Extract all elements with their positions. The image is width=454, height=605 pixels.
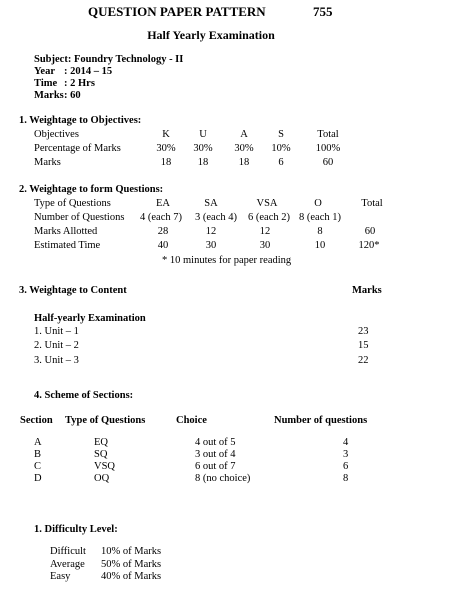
table-row-label: Type of Questions [34,198,111,209]
table-cell: 6 out of 7 [195,461,236,472]
unit-marks: 22 [358,355,369,366]
table-cell: 120* [358,240,380,251]
table-row-label: Estimated Time [34,240,101,251]
table-cell: 4 [343,437,349,448]
table-row-label: Marks [34,157,61,168]
time-value: : 2 Hrs [64,78,95,89]
table-cell: 30% [156,143,176,154]
table-cell: 30 [259,240,271,251]
question-forms-heading: 2. Weightage to form Questions: [19,184,164,195]
table-cell: Total [317,129,339,140]
table-cell: Total [361,198,383,209]
table-cell: 30 [205,240,217,251]
sections-heading: 4. Scheme of Sections: [34,390,134,401]
difficulty-value: 10% of Marks [101,546,162,557]
table-cell: 10 [314,240,326,251]
table-cell: U [199,129,207,140]
list-item: 3. Unit – 3 [34,355,79,366]
year-label: Year [34,66,55,77]
unit-marks: 23 [358,326,369,337]
difficulty-value: 40% of Marks [101,571,162,582]
difficulty-level: Average [50,559,85,570]
table-cell: D [34,473,42,484]
marks-label: Marks [34,90,64,101]
table-row-label: Objectives [34,129,79,140]
table-cell: A [240,129,248,140]
table-cell: 12 [259,226,271,237]
table-cell: 60 [322,157,334,168]
table-cell: 8 (no choice) [195,473,251,484]
table-row-label: Number of Questions [34,212,125,223]
table-cell: 8 [317,226,323,237]
column-header: Choice [176,415,207,426]
difficulty-value: 50% of Marks [101,559,162,570]
table-cell: 8 [343,473,349,484]
table-cell: 3 out of 4 [195,449,236,460]
table-cell: 4 (each 7) [140,212,182,223]
table-cell: K [162,129,170,140]
table-cell: 6 (each 2) [248,212,290,223]
table-cell: 10% [271,143,291,154]
table-cell: A [34,437,42,448]
table-cell: 60 [364,226,376,237]
table-cell: OQ [94,473,110,484]
table-cell: EA [156,198,170,209]
subject-line: Subject: Foundry Technology - II [34,54,184,65]
reading-time-note: * 10 minutes for paper reading [162,255,292,266]
table-cell: SA [204,198,218,209]
page-title: QUESTION PAPER PATTERN [88,4,266,19]
table-cell: 18 [197,157,209,168]
unit-marks: 15 [358,340,369,351]
table-cell: 8 (each 1) [299,212,341,223]
difficulty-heading: 1. Difficulty Level: [34,524,118,535]
table-cell: VSA [256,198,278,209]
column-header: Number of questions [274,415,368,426]
marks-value: : 60 [64,90,81,101]
table-cell: 28 [157,226,169,237]
exam-subtitle: Half Yearly Examination [147,28,275,42]
table-cell: O [314,198,322,209]
time-label: Time [34,78,58,89]
table-cell: 3 (each 4) [195,212,237,223]
page-number: 755 [313,4,333,19]
content-subheading: Half-yearly Examination [34,313,146,324]
table-cell: 100% [315,143,341,154]
difficulty-level: Easy [50,571,71,582]
table-cell: 30% [234,143,254,154]
table-cell: VSQ [94,461,116,472]
marks-column-header: Marks [352,285,382,296]
table-cell: 18 [160,157,172,168]
table-cell: EQ [94,437,108,448]
table-cell: 6 [343,461,349,472]
column-header: Section [20,415,53,426]
column-header: Type of Questions [65,415,146,426]
table-cell: C [34,461,42,472]
year-value: : 2014 – 15 [64,66,113,77]
table-cell: SQ [94,449,108,460]
list-item: 2. Unit – 2 [34,340,79,351]
table-cell: 3 [343,449,349,460]
content-heading: 3. Weightage to Content [19,285,127,296]
table-row-label: Percentage of Marks [34,143,121,154]
list-item: 1. Unit – 1 [34,326,79,337]
table-cell: B [34,449,42,460]
objectives-heading: 1. Weightage to Objectives: [19,115,142,126]
table-cell: 18 [238,157,250,168]
table-cell: 30% [193,143,213,154]
table-row-label: Marks Allotted [34,226,98,237]
table-cell: 4 out of 5 [195,437,236,448]
difficulty-level: Difficult [50,546,86,557]
table-cell: 12 [205,226,217,237]
table-cell: 40 [157,240,169,251]
table-cell: S [278,129,284,140]
table-cell: 6 [278,157,284,168]
